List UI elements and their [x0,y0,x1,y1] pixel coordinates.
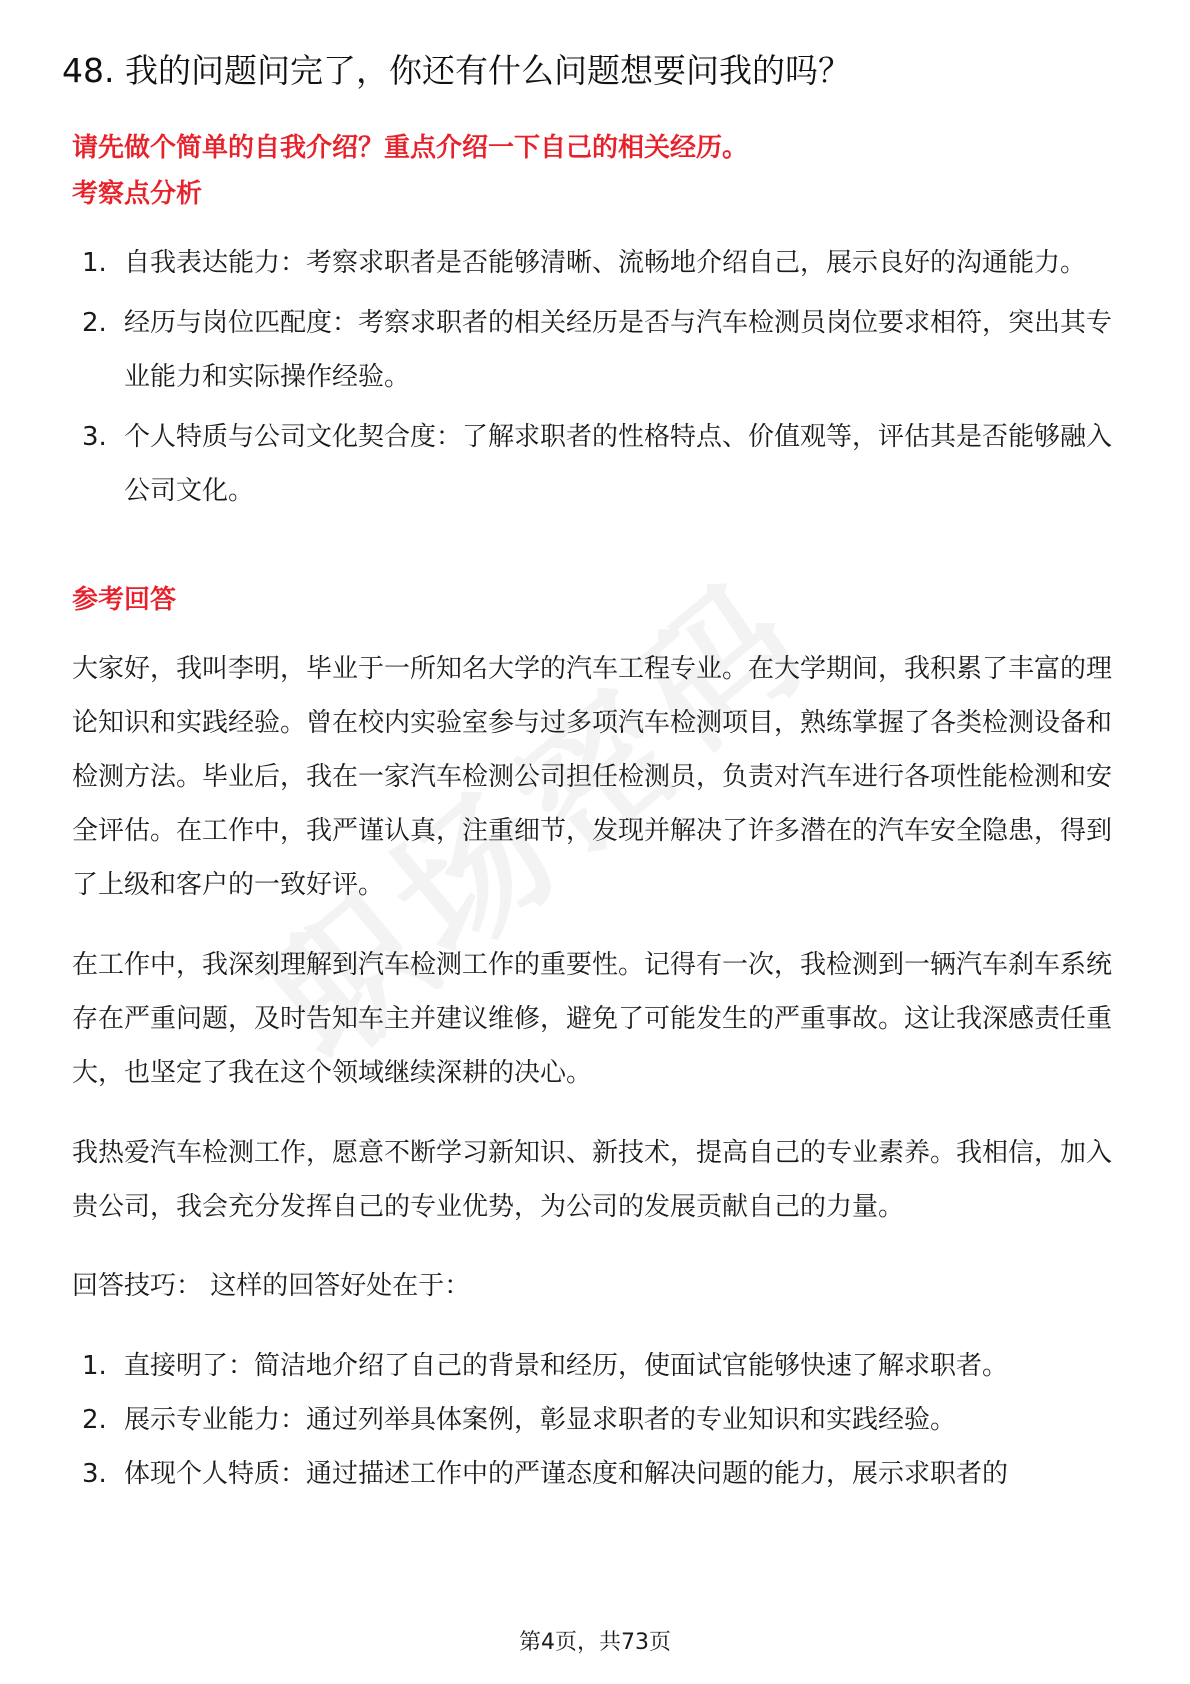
analysis-heading: 考察点分析 [72,179,203,209]
list-text: 体现个人特质：通过描述工作中的严谨态度和解决问题的能力，展示求职者的 [124,1459,1009,1489]
page-number: 第4页，共73页 [519,1630,671,1655]
list-number: 1. [82,1351,107,1381]
list-number: 3. [82,422,107,452]
list-item [82,410,1132,518]
list-number: 2. [82,1405,107,1435]
list-number: 1. [82,248,107,278]
interview-question: 请先做个简单的自我介绍？重点介绍一下自己的相关经历。 [72,133,749,163]
list-number: 2. [82,308,107,338]
list-text: 直接明了：简洁地介绍了自己的背景和经历，使面试官能够快速了解求职者。 [124,1351,1009,1381]
tips-intro: 回答技巧： 这样的回答好处在于： [72,1271,471,1301]
question-title: 48. 我的问题问完了，你还有什么问题想要问我的吗？ [62,51,851,90]
list-item [82,1339,1132,1393]
answer-heading: 参考回答 [72,585,177,615]
list-item [82,296,1132,404]
list-item [82,236,1132,290]
list-text: 展示专业能力：通过列举具体案例，彰显求职者的专业知识和实践经验。 [124,1405,957,1435]
answer-paragraph: 我热爱汽车检测工作，愿意不断学习新知识、新技术，提高自己的专业素养。我相信，加入贵公司，我会充分发挥自己的专业优势，为公司的发展贡献自己的力量。 [72,1138,1113,1222]
list-text: 经历与岗位匹配度：考察求职者的相关经历是否与汽车检测员岗位要求相符，突出其专业能力和实际操作经验。 [124,308,1113,392]
list-text: 个人特质与公司文化契合度：了解求职者的性格特点、价值观等，评估其是否能够融入公司文化。 [124,422,1113,506]
tips-list [82,1339,1132,1501]
answer-paragraph: 在工作中，我深刻理解到汽车检测工作的重要性。记得有一次，我检测到一辆汽车刹车系统存在严重问题，及时告知车主并建议维修，避免了可能发生的严重事故。这让我深感责任重大，也坚定了我在这个领域继续深耕的决心。 [72,950,1113,1088]
list-item [82,1447,1132,1501]
analysis-list [82,236,1132,518]
list-number: 3. [82,1459,107,1489]
list-item [82,1393,1132,1447]
list-text: 自我表达能力：考察求职者是否能够清晰、流畅地介绍自己，展示良好的沟通能力。 [124,248,1087,278]
answer-paragraph: 大家好，我叫李明，毕业于一所知名大学的汽车工程专业。在大学期间，我积累了丰富的理论知识和实践经验。曾在校内实验室参与过多项汽车检测项目，熟练掌握了各类检测设备和检测方法。毕业后，我在一家汽车检测公司担任检测员，负责对汽车进行各项性能检测和安全评估。在工作中，我严谨认真，注重细节，发现并解决了许多潜在的汽车安全隐患，得到了上级和客户的一致好评。 [72,654,1113,900]
